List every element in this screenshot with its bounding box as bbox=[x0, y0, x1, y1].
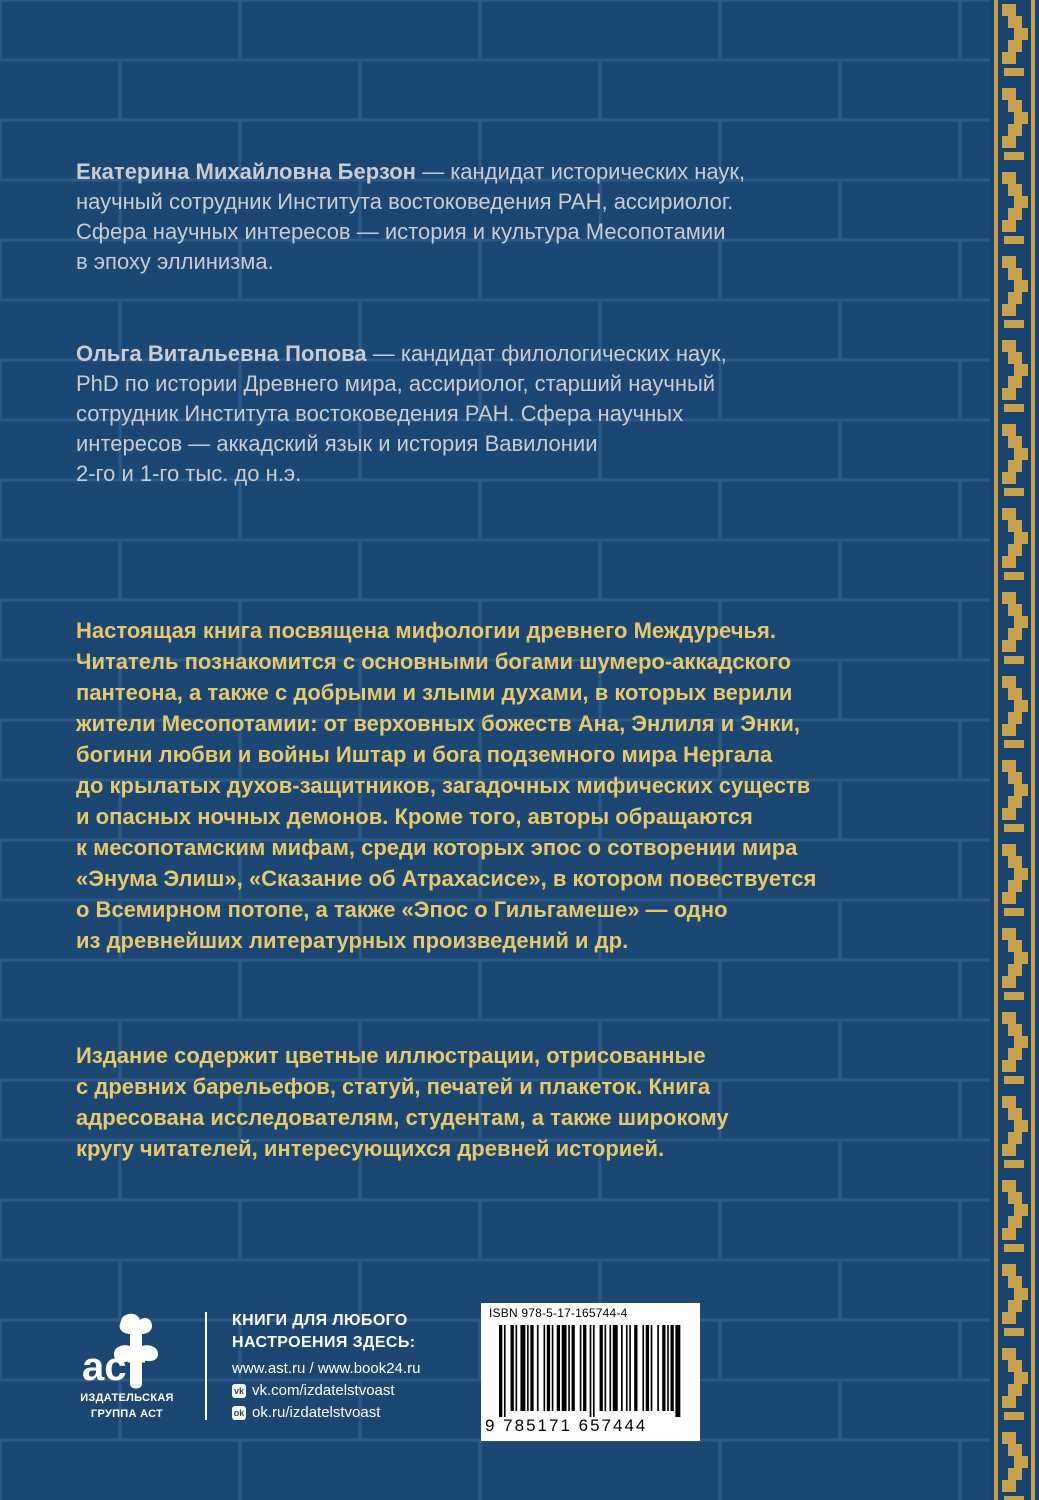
ornamental-border bbox=[990, 0, 1039, 1500]
author-name: Ольга Витальевна Попова bbox=[76, 341, 367, 366]
description-line: и опасных ночных демонов. Кроме того, авторы обращаются bbox=[76, 804, 753, 829]
description-line: богини любви и войны Иштар и бога подземного мира Нергала bbox=[76, 742, 773, 767]
description-line: о Всемирном потопе, а также «Эпос о Гильгамеше» — одно bbox=[76, 897, 728, 922]
bio-line: интересов — аккадский язык и история Вавилонии bbox=[76, 431, 598, 456]
author-name: Екатерина Михайловна Берзон bbox=[76, 159, 416, 184]
bio-text: — кандидат исторических наук, bbox=[415, 159, 746, 184]
bio-line: Сфера научных интересов — история и культура Месопотамии bbox=[76, 219, 726, 244]
ok-url: ok.ru/izdatelstvoast bbox=[252, 1404, 381, 1421]
logo-text: аст bbox=[82, 1345, 147, 1389]
barcode-icon bbox=[499, 1325, 682, 1417]
logo-caption: ИЗДАТЕЛЬСКАЯ bbox=[80, 1392, 174, 1404]
divider bbox=[205, 1312, 207, 1420]
barcode-digits: 9 785171 657444 bbox=[485, 1416, 648, 1435]
ok-icon: ok bbox=[233, 1408, 245, 1418]
description-line: пантеона, а также с добрыми и злыми духами, в которых верили bbox=[76, 680, 793, 705]
bio-line: сотрудник Института востоковедения РАН. Сфера научных bbox=[76, 401, 684, 426]
contacts-heading: НАСТРОЕНИЯ ЗДЕСЬ: bbox=[232, 1334, 416, 1351]
vk-link[interactable] bbox=[232, 1380, 420, 1402]
bio-line: научный сотрудник Института востоковедения РАН, ассириолог. bbox=[76, 189, 734, 214]
ast-logo-icon bbox=[78, 1312, 176, 1390]
description-line: кругу читателей, интересующихся древней историей. bbox=[76, 1136, 665, 1161]
publisher-logo bbox=[62, 1312, 192, 1428]
description-line: с древних барельефов, статуй, печатей и плакеток. Книга bbox=[76, 1074, 711, 1099]
bio-text: — кандидат филологических наук, bbox=[366, 341, 727, 366]
edition-description bbox=[76, 1040, 966, 1164]
description-line: Издание содержит цветные иллюстрации, отрисованные bbox=[76, 1043, 706, 1068]
bio-line: в эпоху эллинизма. bbox=[76, 249, 274, 274]
publisher-contacts bbox=[232, 1310, 420, 1424]
vk-url: vk.com/izdatelstvoast bbox=[252, 1382, 395, 1399]
logo-caption: ГРУППА АСТ bbox=[90, 1408, 164, 1420]
bio-line: 2-го и 1-го тыс. до н.э. bbox=[76, 461, 302, 486]
author-bio-berzon bbox=[76, 157, 936, 277]
ok-link[interactable] bbox=[232, 1402, 420, 1424]
description-line: жители Месопотамии: от верховных божеств Ана, Энлиля и Энки, bbox=[76, 711, 800, 736]
author-bio-popova bbox=[76, 339, 936, 489]
description-line: к месопотамским мифам, среди которых эпос о сотворении мира bbox=[76, 835, 798, 860]
contacts-heading: КНИГИ ДЛЯ ЛЮБОГО bbox=[232, 1312, 408, 1329]
bio-line bbox=[76, 339, 936, 369]
book-description bbox=[76, 615, 966, 956]
bio-line: PhD по истории Древнего мира, ассириолог, старший научный bbox=[76, 371, 716, 396]
bio-line bbox=[76, 157, 936, 187]
isbn-label: ISBN 978-5-17-165744-4 bbox=[489, 1306, 628, 1320]
websites-link[interactable]: www.ast.ru / www.book24.ru bbox=[232, 1360, 421, 1377]
isbn-barcode-box bbox=[481, 1303, 700, 1441]
description-line: из древнейших литературных произведений и др. bbox=[76, 928, 629, 953]
description-line: Настоящая книга посвящена мифологии древнего Междуречья. bbox=[76, 618, 776, 643]
description-line: до крылатых духов-защитников, загадочных мифических существ bbox=[76, 773, 811, 798]
description-line: адресована исследователям, студентам, а также широкому bbox=[76, 1105, 729, 1130]
vk-icon: vk bbox=[233, 1386, 244, 1396]
description-line: Читатель познакомится с основными богами шумеро-аккадского bbox=[76, 649, 792, 674]
description-line: «Энума Элиш», «Сказание об Атрахасисе», в котором повествуется bbox=[76, 866, 817, 891]
